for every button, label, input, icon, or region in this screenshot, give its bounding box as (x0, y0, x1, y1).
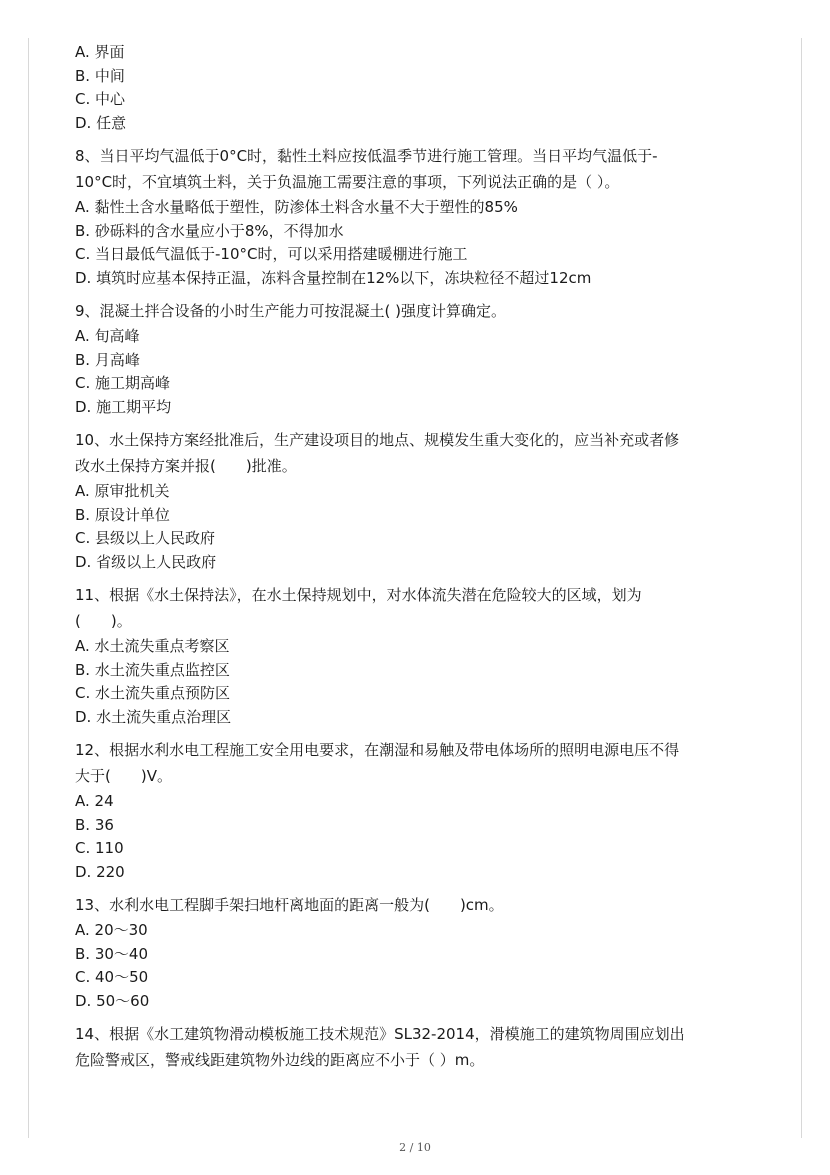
option-a: A. 水土流失重点考察区 (75, 637, 230, 655)
option-c: C. 水土流失重点预防区 (75, 684, 231, 702)
option-c: C. 施工期高峰 (75, 374, 171, 392)
question-stem: 8、当日平均气温低于0°C时，黏性土料应按低温季节进行施工管理。当日平均气温低于- (75, 147, 658, 165)
question-stem: 12、根据水利水电工程施工安全用电要求，在潮湿和易触及带电体场所的照明电源电压不得 (75, 741, 680, 759)
question-12 (75, 737, 765, 884)
question-stem: 14、根据《水工建筑物滑动模板施工技术规范》SL32-2014，滑模施工的建筑物周围应划出 (75, 1025, 685, 1043)
question-14 (75, 1021, 765, 1073)
option-d: D. 省级以上人民政府 (75, 552, 217, 571)
option-b: B. 中间 (75, 66, 125, 85)
question-stem: 改水土保持方案并报( )批准。 (75, 457, 297, 475)
option-d: D. 50～60 (75, 991, 150, 1010)
option-b: B. 36 (75, 815, 114, 834)
question-stem: 13、水利水电工程脚手架扫地杆离地面的距离一般为( )cm。 (75, 896, 504, 914)
question-stem: 危险警戒区，警戒线距建筑物外边线的距离应不小于（ ）m。 (75, 1051, 485, 1069)
option-d: D. 220 (75, 862, 125, 881)
question-13 (75, 892, 765, 1013)
previous-question-options (75, 41, 765, 135)
option-d: D. 水土流失重点治理区 (75, 707, 232, 726)
option-d: D. 填筑时应基本保持正温，冻料含量控制在12%以下，冻块粒径不超过12cm (75, 268, 592, 287)
option-d: D. 任意 (75, 113, 127, 132)
option-d: D. 施工期平均 (75, 397, 172, 416)
page-border-left (28, 38, 29, 1138)
option-c: C. 当日最低气温低于-10°C时，可以采用搭建暖棚进行施工 (75, 245, 468, 263)
option-c: C. 县级以上人民政府 (75, 529, 216, 547)
question-10 (75, 427, 765, 574)
option-a: A. 20～30 (75, 921, 148, 939)
question-8 (75, 143, 765, 290)
option-a: A. 黏性土含水量略低于塑性，防渗体土料含水量不大于塑性的85% (75, 198, 518, 216)
option-a: A. 24 (75, 792, 114, 810)
question-stem: 9、混凝土拌合设备的小时生产能力可按混凝土( )强度计算确定。 (75, 302, 507, 320)
option-a: A. 旬高峰 (75, 327, 140, 345)
page-border-right (801, 38, 802, 1138)
option-a: A. 原审批机关 (75, 482, 170, 500)
option-c: C. 中心 (75, 90, 126, 108)
question-stem: 11、根据《水土保持法》，在水土保持规划中，对水体流失潜在危险较大的区域，划为 (75, 586, 642, 604)
option-b: B. 30～40 (75, 944, 149, 963)
option-c: C. 110 (75, 839, 124, 857)
question-stem: ( )。 (75, 612, 132, 630)
option-b: B. 原设计单位 (75, 505, 170, 524)
option-b: B. 水土流失重点监控区 (75, 660, 230, 679)
question-11 (75, 582, 765, 729)
question-stem: 10°C时，不宜填筑土料，关于负温施工需要注意的事项，下列说法正确的是（ ）。 (75, 173, 620, 191)
question-stem: 大于( )V。 (75, 767, 172, 785)
page-number: 2 / 10 (399, 1141, 431, 1154)
option-a: A. 界面 (75, 43, 125, 61)
question-stem: 10、水土保持方案经批准后，生产建设项目的地点、规模发生重大变化的，应当补充或者修 (75, 431, 680, 449)
option-b: B. 月高峰 (75, 350, 140, 369)
page-content (75, 40, 765, 1073)
option-b: B. 砂砾料的含水量应小于8%，不得加水 (75, 221, 344, 240)
question-9 (75, 298, 765, 419)
option-c: C. 40～50 (75, 968, 149, 986)
